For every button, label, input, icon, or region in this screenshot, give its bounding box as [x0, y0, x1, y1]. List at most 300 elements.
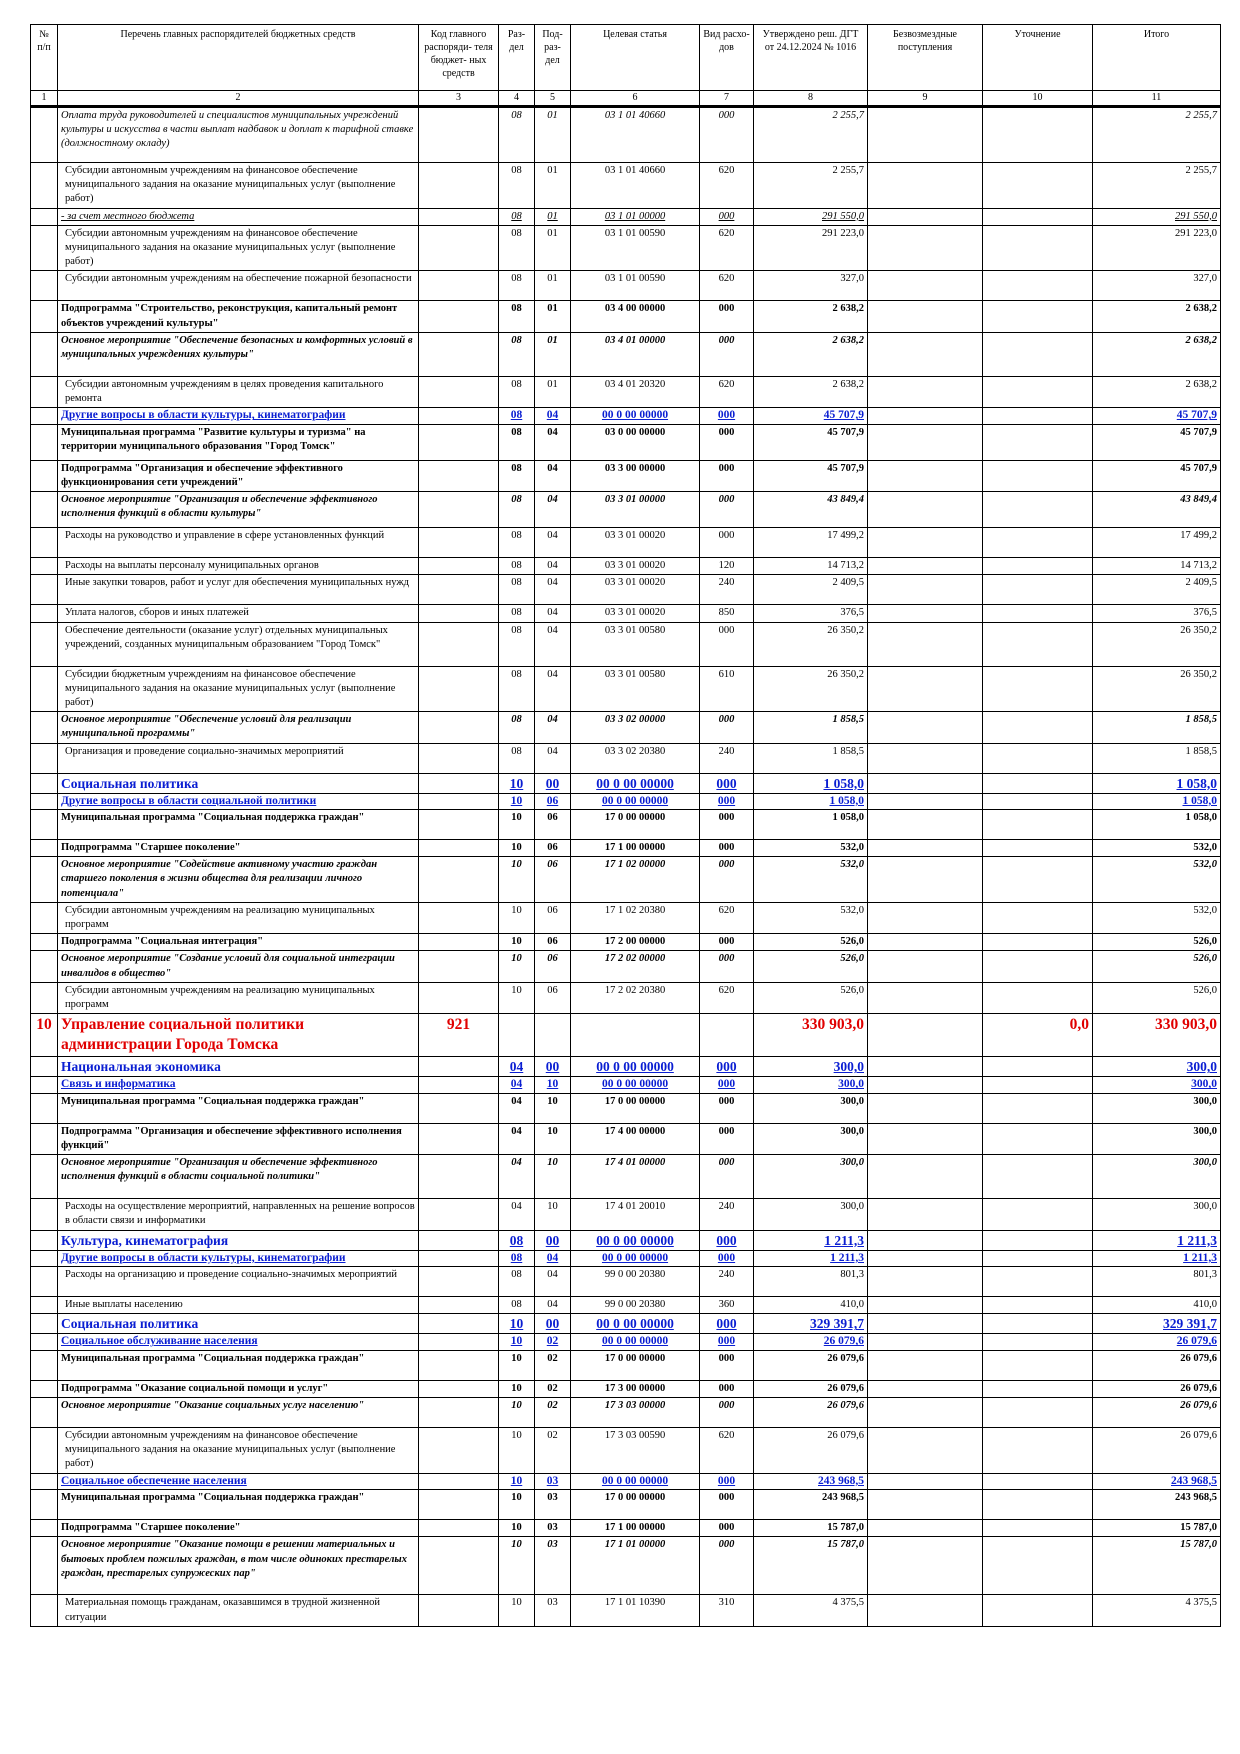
- row-expense-type: 000: [700, 1537, 754, 1595]
- row-gratuitous: [868, 1267, 983, 1297]
- row-subsection: 06: [535, 857, 571, 903]
- row-approved: 243 968,5: [754, 1490, 868, 1520]
- table-row: [31, 934, 1221, 951]
- row-gratuitous: [868, 1014, 983, 1057]
- row-target-article: 03 3 01 00580: [571, 622, 700, 666]
- row-gratuitous: [868, 1093, 983, 1123]
- row-gratuitous: [868, 951, 983, 982]
- row-number: [31, 1398, 58, 1428]
- row-expense-type: 310: [700, 1595, 754, 1626]
- row-name: Основное мероприятие "Обеспечение условий для реализации муниципальной программы": [58, 712, 419, 743]
- row-admin-code: [419, 857, 499, 903]
- row-total: 243 968,5: [1093, 1473, 1221, 1490]
- row-expense-type: 620: [700, 982, 754, 1013]
- row-section: 08: [499, 1250, 535, 1267]
- table-row: [31, 408, 1221, 425]
- table-row: [31, 1490, 1221, 1520]
- row-gratuitous: [868, 857, 983, 903]
- row-gratuitous: [868, 163, 983, 209]
- table-row: [31, 1297, 1221, 1314]
- row-section: 10: [499, 1520, 535, 1537]
- table-row: [31, 163, 1221, 209]
- row-number: [31, 1473, 58, 1490]
- row-section: 10: [499, 982, 535, 1013]
- row-target-article: 03 1 01 00590: [571, 225, 700, 271]
- row-refinement: [983, 951, 1093, 982]
- row-expense-type: 240: [700, 575, 754, 605]
- col-number: 10: [983, 91, 1093, 107]
- row-refinement: [983, 492, 1093, 528]
- row-target-article: [571, 1014, 700, 1057]
- row-total: 300,0: [1093, 1077, 1221, 1094]
- row-name: Расходы на осуществление мероприятий, направленных на решение вопросов в области связи и информатики: [58, 1199, 419, 1230]
- table-row: [31, 902, 1221, 933]
- row-refinement: [983, 225, 1093, 271]
- table-row: [31, 712, 1221, 743]
- col-header-section: Раз- дел: [499, 25, 535, 91]
- table-row: [31, 1093, 1221, 1123]
- col-number: 11: [1093, 91, 1221, 107]
- row-target-article: 17 2 02 20380: [571, 982, 700, 1013]
- row-number: [31, 1057, 58, 1077]
- row-subsection: 06: [535, 982, 571, 1013]
- row-approved: 43 849,4: [754, 492, 868, 528]
- row-refinement: 0,0: [983, 1014, 1093, 1057]
- row-expense-type: 000: [700, 1380, 754, 1397]
- row-gratuitous: [868, 1398, 983, 1428]
- row-refinement: [983, 1334, 1093, 1351]
- table-row: [31, 773, 1221, 793]
- table-row: [31, 558, 1221, 575]
- row-target-article: 00 0 00 00000: [571, 1334, 700, 1351]
- row-subsection: 10: [535, 1123, 571, 1154]
- row-section: 10: [499, 1490, 535, 1520]
- row-number: [31, 840, 58, 857]
- row-subsection: 01: [535, 163, 571, 209]
- row-approved: 2 255,7: [754, 163, 868, 209]
- row-target-article: 17 3 03 00590: [571, 1428, 700, 1474]
- row-expense-type: 000: [700, 934, 754, 951]
- col-number: 1: [31, 91, 58, 107]
- row-gratuitous: [868, 208, 983, 225]
- row-refinement: [983, 1250, 1093, 1267]
- row-name: Подпрограмма "Строительство, реконструкция, капитальный ремонт объектов учреждений культуры": [58, 301, 419, 332]
- row-refinement: [983, 605, 1093, 622]
- row-approved: 1 058,0: [754, 773, 868, 793]
- row-subsection: 06: [535, 810, 571, 840]
- row-admin-code: [419, 1537, 499, 1595]
- row-number: [31, 605, 58, 622]
- row-expense-type: 000: [700, 1334, 754, 1351]
- row-subsection: 10: [535, 1155, 571, 1199]
- row-admin-code: [419, 810, 499, 840]
- row-total: 45 707,9: [1093, 408, 1221, 425]
- row-total: 2 255,7: [1093, 163, 1221, 209]
- row-subsection: 02: [535, 1398, 571, 1428]
- row-section: 08: [499, 666, 535, 712]
- row-name: Социальное обслуживание населения: [58, 1334, 419, 1351]
- row-approved: 526,0: [754, 951, 868, 982]
- row-section: 08: [499, 1267, 535, 1297]
- row-approved: 26 079,6: [754, 1334, 868, 1351]
- row-refinement: [983, 424, 1093, 460]
- row-section: 10: [499, 1398, 535, 1428]
- row-section: 04: [499, 1199, 535, 1230]
- row-gratuitous: [868, 376, 983, 407]
- row-subsection: 03: [535, 1520, 571, 1537]
- row-admin-code: [419, 1380, 499, 1397]
- row-total: 1 858,5: [1093, 712, 1221, 743]
- row-expense-type: 000: [700, 1473, 754, 1490]
- row-approved: 291 550,0: [754, 208, 868, 225]
- row-approved: 2 638,2: [754, 376, 868, 407]
- row-number: [31, 528, 58, 558]
- row-name: Подпрограмма "Старшее поколение": [58, 840, 419, 857]
- row-admin-code: [419, 982, 499, 1013]
- row-refinement: [983, 271, 1093, 301]
- row-name: Муниципальная программа "Развитие культуры и туризма" на территории муниципального образования "Город Томск": [58, 424, 419, 460]
- row-name: Расходы на руководство и управление в сфере установленных функций: [58, 528, 419, 558]
- row-gratuitous: [868, 982, 983, 1013]
- row-approved: 4 375,5: [754, 1595, 868, 1626]
- row-name: Муниципальная программа "Социальная поддержка граждан": [58, 1093, 419, 1123]
- row-refinement: [983, 1537, 1093, 1595]
- row-section: 08: [499, 743, 535, 773]
- table-row: [31, 793, 1221, 810]
- row-admin-code: [419, 208, 499, 225]
- row-admin-code: [419, 934, 499, 951]
- row-approved: 1 858,5: [754, 743, 868, 773]
- row-total: 26 079,6: [1093, 1398, 1221, 1428]
- row-subsection: 10: [535, 1199, 571, 1230]
- row-expense-type: 000: [700, 107, 754, 163]
- row-number: [31, 1350, 58, 1380]
- row-gratuitous: [868, 1350, 983, 1380]
- row-refinement: [983, 934, 1093, 951]
- row-approved: 45 707,9: [754, 460, 868, 491]
- row-total: 801,3: [1093, 1267, 1221, 1297]
- row-gratuitous: [868, 902, 983, 933]
- table-row: [31, 1595, 1221, 1626]
- row-admin-code: [419, 902, 499, 933]
- row-approved: 26 079,6: [754, 1428, 868, 1474]
- row-name: Основное мероприятие "Обеспечение безопасных и комфортных условий в муниципальных учреждениях культуры": [58, 332, 419, 376]
- row-expense-type: 120: [700, 558, 754, 575]
- row-target-article: 17 2 00 00000: [571, 934, 700, 951]
- row-total: 526,0: [1093, 982, 1221, 1013]
- row-expense-type: 620: [700, 376, 754, 407]
- row-refinement: [983, 332, 1093, 376]
- table-row: [31, 332, 1221, 376]
- row-approved: 17 499,2: [754, 528, 868, 558]
- row-total: 26 079,6: [1093, 1350, 1221, 1380]
- row-name: Национальная экономика: [58, 1057, 419, 1077]
- row-expense-type: 240: [700, 1199, 754, 1230]
- row-name: Расходы на организацию и проведение социально-значимых мероприятий: [58, 1267, 419, 1297]
- col-header-num: № п/п: [31, 25, 58, 91]
- row-number: [31, 712, 58, 743]
- row-number: [31, 1093, 58, 1123]
- row-name: Субсидии автономным учреждениям на обеспечение пожарной безопасности: [58, 271, 419, 301]
- row-admin-code: [419, 1057, 499, 1077]
- row-gratuitous: [868, 1537, 983, 1595]
- row-refinement: [983, 163, 1093, 209]
- row-subsection: 02: [535, 1428, 571, 1474]
- row-name: Иные выплаты населению: [58, 1297, 419, 1314]
- row-subsection: 04: [535, 492, 571, 528]
- row-gratuitous: [868, 810, 983, 840]
- row-name: Подпрограмма "Оказание социальной помощи и услуг": [58, 1380, 419, 1397]
- row-approved: 532,0: [754, 840, 868, 857]
- table-row: [31, 1057, 1221, 1077]
- row-section: 10: [499, 1314, 535, 1334]
- col-header-subsection: Под- раз- дел: [535, 25, 571, 91]
- row-target-article: 03 4 01 20320: [571, 376, 700, 407]
- row-expense-type: 850: [700, 605, 754, 622]
- row-total: 330 903,0: [1093, 1014, 1221, 1057]
- row-gratuitous: [868, 225, 983, 271]
- row-expense-type: 000: [700, 622, 754, 666]
- col-number: 6: [571, 91, 700, 107]
- row-subsection: 03: [535, 1537, 571, 1595]
- row-target-article: 03 1 01 00000: [571, 208, 700, 225]
- row-total: 1 211,3: [1093, 1250, 1221, 1267]
- row-name: Основное мероприятие "Содействие активному участию граждан старшего поколения в жизни общества для реализации личного потенциала": [58, 857, 419, 903]
- table-row: [31, 528, 1221, 558]
- row-number: [31, 575, 58, 605]
- row-expense-type: 000: [700, 460, 754, 491]
- row-subsection: 10: [535, 1077, 571, 1094]
- row-approved: 1 058,0: [754, 810, 868, 840]
- row-section: 10: [499, 1428, 535, 1474]
- row-number: [31, 1077, 58, 1094]
- row-total: 26 350,2: [1093, 666, 1221, 712]
- row-subsection: 06: [535, 902, 571, 933]
- table-row: [31, 492, 1221, 528]
- row-refinement: [983, 1155, 1093, 1199]
- row-name: Основное мероприятие "Оказание социальных услуг населению": [58, 1398, 419, 1428]
- row-section: 08: [499, 408, 535, 425]
- row-subsection: 03: [535, 1473, 571, 1490]
- table-row: [31, 666, 1221, 712]
- table-row: [31, 575, 1221, 605]
- row-refinement: [983, 712, 1093, 743]
- row-section: 10: [499, 951, 535, 982]
- row-gratuitous: [868, 492, 983, 528]
- row-subsection: 03: [535, 1595, 571, 1626]
- row-admin-code: [419, 163, 499, 209]
- table-row: [31, 301, 1221, 332]
- table-row: [31, 1398, 1221, 1428]
- row-name: Субсидии автономным учреждениям на финансовое обеспечение муниципального задания на оказание муниципальных услуг (выполнение работ): [58, 1428, 419, 1474]
- row-approved: 15 787,0: [754, 1537, 868, 1595]
- row-name: Подпрограмма "Организация и обеспечение эффективного исполнения функций": [58, 1123, 419, 1154]
- row-target-article: 00 0 00 00000: [571, 793, 700, 810]
- row-subsection: 01: [535, 376, 571, 407]
- budget-table: [30, 24, 1221, 1627]
- row-number: [31, 1297, 58, 1314]
- row-total: 291 223,0: [1093, 225, 1221, 271]
- row-subsection: 06: [535, 951, 571, 982]
- row-admin-code: [419, 1314, 499, 1334]
- row-number: [31, 1490, 58, 1520]
- row-refinement: [983, 793, 1093, 810]
- row-section: 10: [499, 773, 535, 793]
- row-admin-code: [419, 605, 499, 622]
- row-section: 08: [499, 107, 535, 163]
- row-gratuitous: [868, 271, 983, 301]
- row-admin-code: [419, 840, 499, 857]
- row-name: Социальное обеспечение населения: [58, 1473, 419, 1490]
- row-section: 10: [499, 1595, 535, 1626]
- row-approved: 2 255,7: [754, 107, 868, 163]
- row-refinement: [983, 1520, 1093, 1537]
- row-refinement: [983, 301, 1093, 332]
- row-target-article: 03 4 01 00000: [571, 332, 700, 376]
- row-admin-code: [419, 225, 499, 271]
- row-section: 08: [499, 271, 535, 301]
- row-approved: 300,0: [754, 1155, 868, 1199]
- row-expense-type: 000: [700, 840, 754, 857]
- row-number: [31, 857, 58, 903]
- row-total: 526,0: [1093, 951, 1221, 982]
- row-subsection: 03: [535, 1490, 571, 1520]
- row-section: 08: [499, 301, 535, 332]
- row-admin-code: [419, 1473, 499, 1490]
- table-row: [31, 1428, 1221, 1474]
- row-admin-code: [419, 666, 499, 712]
- row-target-article: 17 1 02 00000: [571, 857, 700, 903]
- row-expense-type: 000: [700, 1490, 754, 1520]
- table-row: [31, 1014, 1221, 1057]
- table-row: [31, 1314, 1221, 1334]
- table-row: [31, 271, 1221, 301]
- row-gratuitous: [868, 1057, 983, 1077]
- row-number: [31, 424, 58, 460]
- row-target-article: 00 0 00 00000: [571, 773, 700, 793]
- row-section: 10: [499, 1334, 535, 1351]
- table-row: [31, 208, 1221, 225]
- row-name: Материальная помощь гражданам, оказавшимся в трудной жизненной ситуации: [58, 1595, 419, 1626]
- row-name: Субсидии автономным учреждениям на реализацию муниципальных программ: [58, 982, 419, 1013]
- row-approved: 300,0: [754, 1093, 868, 1123]
- row-subsection: [535, 1014, 571, 1057]
- row-subsection: 04: [535, 424, 571, 460]
- row-approved: 330 903,0: [754, 1014, 868, 1057]
- row-name: Расходы на выплаты персоналу муниципальных органов: [58, 558, 419, 575]
- row-name: Субсидии автономным учреждениям в целях проведения капитального ремонта: [58, 376, 419, 407]
- row-section: 10: [499, 1350, 535, 1380]
- row-refinement: [983, 1297, 1093, 1314]
- row-total: 2 638,2: [1093, 301, 1221, 332]
- table-row: [31, 982, 1221, 1013]
- row-total: 243 968,5: [1093, 1490, 1221, 1520]
- row-total: 26 079,6: [1093, 1334, 1221, 1351]
- row-target-article: 03 3 01 00020: [571, 605, 700, 622]
- row-name: Субсидии автономным учреждениям на финансовое обеспечение муниципального задания на оказание муниципальных услуг (выполнение работ): [58, 225, 419, 271]
- table-row: [31, 107, 1221, 163]
- row-target-article: 00 0 00 00000: [571, 408, 700, 425]
- row-expense-type: 620: [700, 225, 754, 271]
- row-expense-type: 000: [700, 1155, 754, 1199]
- row-gratuitous: [868, 575, 983, 605]
- row-refinement: [983, 902, 1093, 933]
- row-number: [31, 1380, 58, 1397]
- col-header-name: Перечень главных распорядителей бюджетных средств: [58, 25, 419, 91]
- row-refinement: [983, 1123, 1093, 1154]
- row-admin-code: [419, 1250, 499, 1267]
- row-number: 10: [31, 1014, 58, 1057]
- row-approved: 14 713,2: [754, 558, 868, 575]
- row-section: 08: [499, 1297, 535, 1314]
- row-approved: 410,0: [754, 1297, 868, 1314]
- header-row: [31, 25, 1221, 91]
- row-refinement: [983, 857, 1093, 903]
- row-admin-code: [419, 1520, 499, 1537]
- row-section: 08: [499, 424, 535, 460]
- row-gratuitous: [868, 528, 983, 558]
- row-number: [31, 271, 58, 301]
- row-total: 327,0: [1093, 271, 1221, 301]
- row-expense-type: 000: [700, 301, 754, 332]
- row-subsection: 01: [535, 107, 571, 163]
- row-number: [31, 793, 58, 810]
- row-admin-code: [419, 408, 499, 425]
- row-number: [31, 982, 58, 1013]
- row-number: [31, 558, 58, 575]
- table-row: [31, 1250, 1221, 1267]
- row-approved: 26 350,2: [754, 622, 868, 666]
- row-target-article: 99 0 00 20380: [571, 1297, 700, 1314]
- row-gratuitous: [868, 840, 983, 857]
- row-number: [31, 492, 58, 528]
- row-subsection: 04: [535, 622, 571, 666]
- row-gratuitous: [868, 1380, 983, 1397]
- row-refinement: [983, 1428, 1093, 1474]
- row-refinement: [983, 1490, 1093, 1520]
- row-total: 1 058,0: [1093, 810, 1221, 840]
- row-expense-type: 000: [700, 1230, 754, 1250]
- row-target-article: 03 3 01 00020: [571, 558, 700, 575]
- row-number: [31, 1537, 58, 1595]
- row-refinement: [983, 208, 1093, 225]
- row-name: Уплата налогов, сборов и иных платежей: [58, 605, 419, 622]
- row-admin-code: [419, 301, 499, 332]
- row-target-article: 00 0 00 00000: [571, 1250, 700, 1267]
- table-row: [31, 1537, 1221, 1595]
- table-row: [31, 460, 1221, 491]
- row-gratuitous: [868, 1250, 983, 1267]
- row-section: 08: [499, 558, 535, 575]
- row-subsection: 01: [535, 332, 571, 376]
- row-number: [31, 1155, 58, 1199]
- row-gratuitous: [868, 1595, 983, 1626]
- row-section: 08: [499, 1230, 535, 1250]
- row-admin-code: [419, 271, 499, 301]
- row-refinement: [983, 1093, 1093, 1123]
- row-section: 10: [499, 1537, 535, 1595]
- row-subsection: 04: [535, 1250, 571, 1267]
- row-admin-code: [419, 558, 499, 575]
- table-row: [31, 225, 1221, 271]
- row-target-article: 03 3 02 00000: [571, 712, 700, 743]
- row-section: 10: [499, 1473, 535, 1490]
- column-number-row: [31, 91, 1221, 107]
- row-name: Культура, кинематография: [58, 1230, 419, 1250]
- row-admin-code: [419, 1199, 499, 1230]
- row-number: [31, 1428, 58, 1474]
- row-admin-code: [419, 1123, 499, 1154]
